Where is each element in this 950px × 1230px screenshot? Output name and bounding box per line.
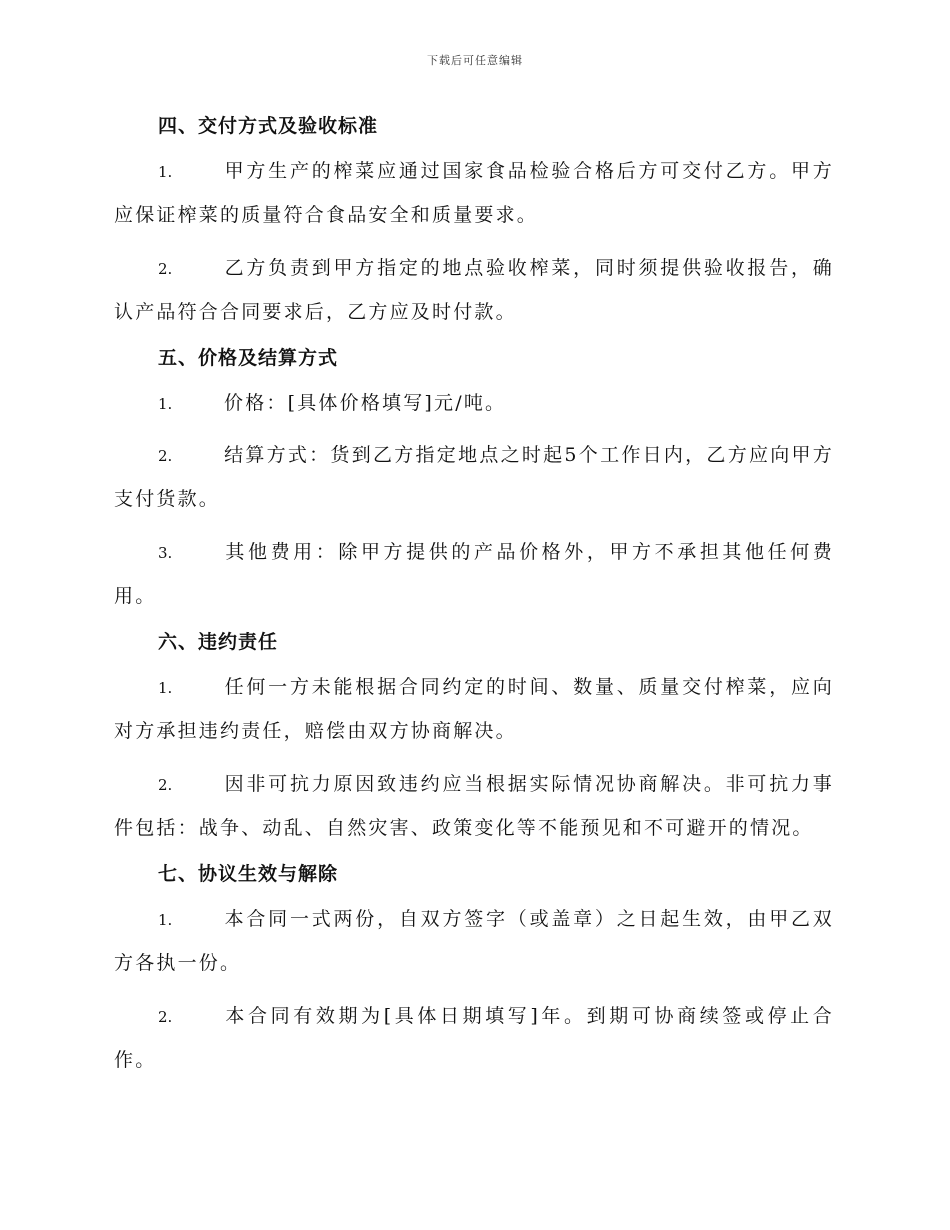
clause-number: 1. [158, 395, 173, 413]
clause-text: 甲方生产的榨菜应通过国家食品检验合格后方可交付乙方。甲方应保证榨菜的质量符合食品安全和质量要求。 [114, 160, 834, 226]
clause-number: 3. [158, 544, 173, 562]
clause-text: 结算方式：货到乙方指定地点之时起5个工作日内，乙方应向甲方支付货款。 [114, 444, 834, 510]
clause-text: 因非可抗力原因致违约应当根据实际情况协商解决。非可抗力事件包括：战争、动乱、自然灾害、政策变化等不能预见和不可避开的情况。 [114, 773, 834, 839]
clause-number: 2. [158, 260, 173, 278]
clause-number: 2. [158, 447, 173, 465]
clause-item [114, 666, 834, 753]
clause-item [114, 995, 834, 1082]
section-heading: 五、价格及结算方式 [158, 347, 339, 369]
section-heading: 七、协议生效与解除 [158, 863, 339, 885]
clause-text: 其他费用：除甲方提供的产品价格外，甲方不承担其他任何费用。 [114, 541, 834, 607]
clause-text: 本合同有效期为[具体日期填写]年。到期可协商续签或停止合作。 [114, 1005, 834, 1071]
clause-item [114, 382, 834, 426]
clause-item [114, 531, 834, 618]
clause-number: 1. [158, 911, 173, 929]
clause-text: 价格：[具体价格填写]元/吨。 [224, 392, 507, 414]
document-body [114, 110, 834, 1082]
section-effectiveness [114, 858, 834, 1082]
section-heading: 四、交付方式及验收标准 [158, 115, 379, 137]
clause-number: 1. [158, 163, 173, 181]
clause-item [114, 898, 834, 985]
clause-number: 1. [158, 679, 173, 697]
section-liability [114, 626, 834, 850]
section-pricing [114, 342, 834, 618]
section-heading: 六、违约责任 [158, 631, 279, 653]
section-delivery [114, 110, 834, 334]
clause-text: 乙方负责到甲方指定的地点验收榨菜，同时须提供验收报告，确认产品符合合同要求后，乙方应及时付款。 [114, 257, 834, 323]
clause-item [114, 247, 834, 334]
clause-text: 任何一方未能根据合同约定的时间、数量、质量交付榨菜，应向对方承担违约责任，赔偿由双方协商解决。 [114, 676, 834, 742]
clause-text: 本合同一式两份，自双方签字（或盖章）之日起生效，由甲乙双方各执一份。 [114, 908, 834, 974]
clause-item [114, 150, 834, 237]
page-header: 下载后可任意编辑 [427, 54, 523, 67]
clause-item [114, 434, 834, 521]
clause-item [114, 763, 834, 850]
clause-number: 2. [158, 776, 173, 794]
clause-number: 2. [158, 1008, 173, 1026]
